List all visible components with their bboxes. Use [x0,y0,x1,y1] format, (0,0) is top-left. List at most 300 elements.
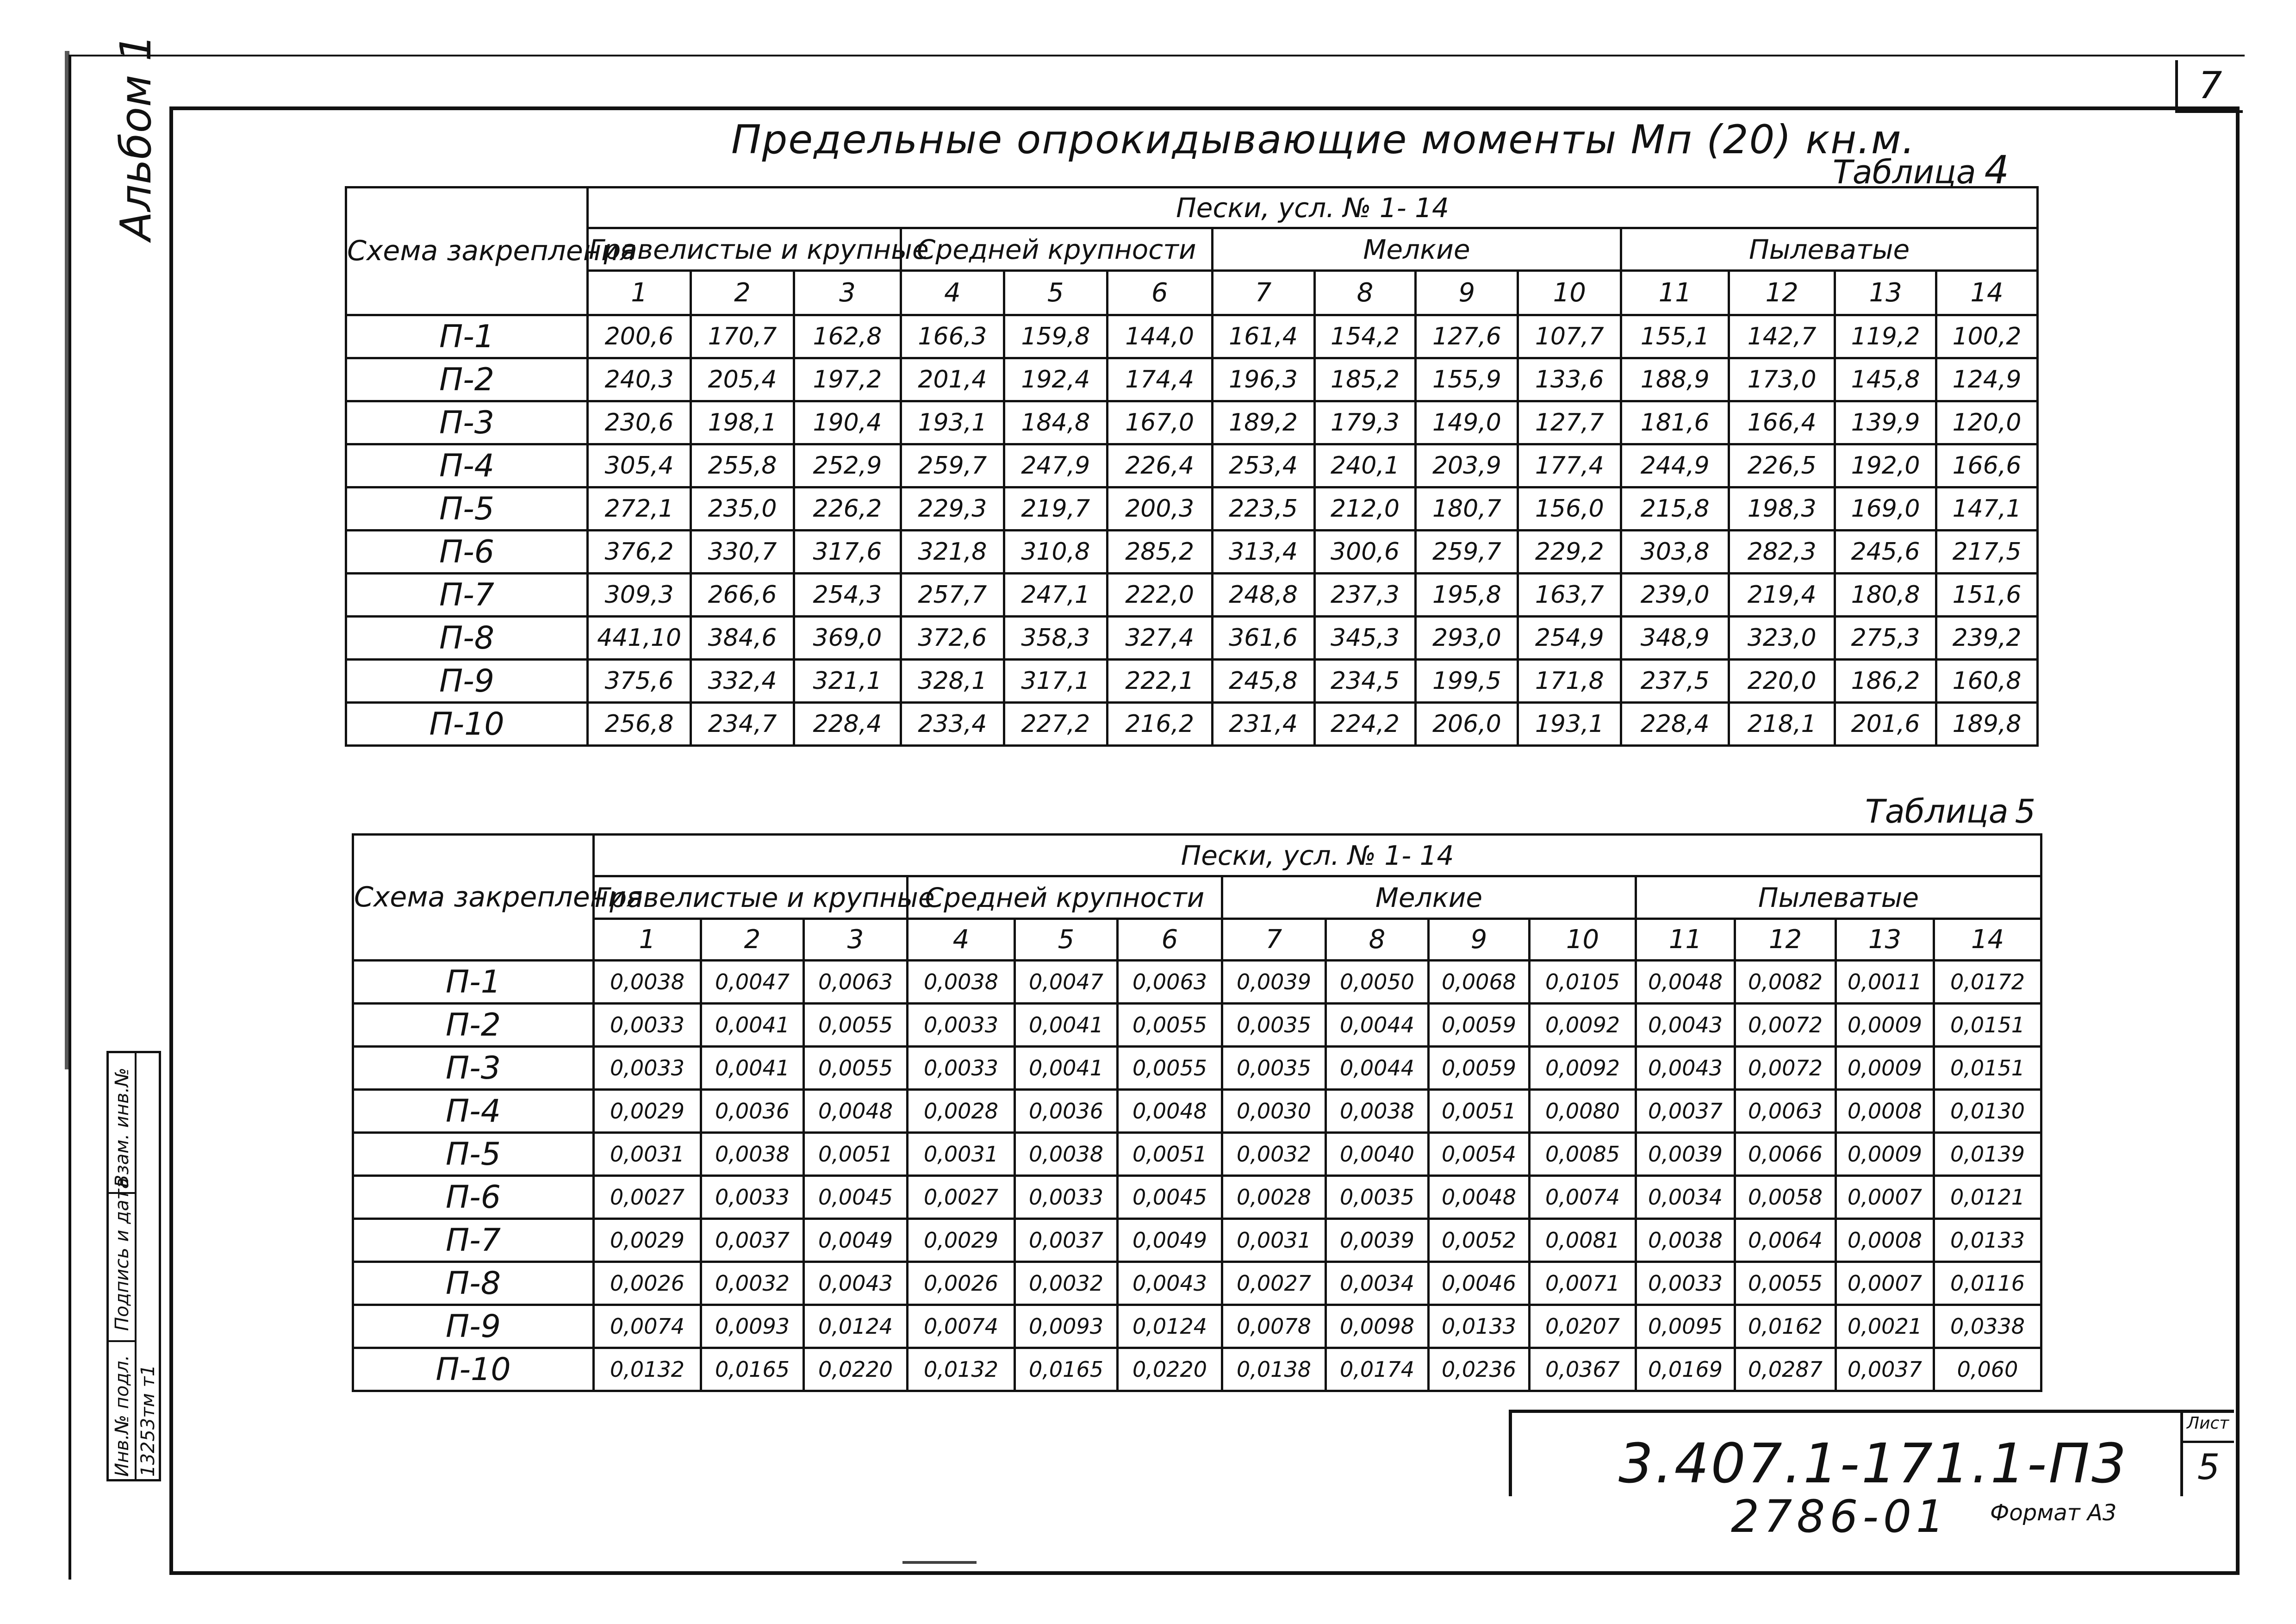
table4-column-number: 3 [794,271,901,315]
table4-cell: 253,4 [1212,444,1314,487]
table4-cell: 198,3 [1729,487,1835,531]
table4-cell: 361,6 [1212,617,1314,660]
table5-cell: 0,0139 [1934,1133,2041,1176]
table4-cell: 247,1 [1004,574,1107,617]
table4-cell: 127,6 [1416,315,1518,358]
table5-row-label: П-8 [353,1262,594,1305]
table5-cell: 0,0124 [804,1305,908,1348]
table5-cell: 0,0029 [594,1219,701,1262]
table4-cell: 323,0 [1729,617,1835,660]
table4-cell: 173,0 [1729,358,1835,401]
table5-cell: 0,0172 [1934,961,2041,1004]
table4-cell: 230,6 [588,401,691,444]
table5-cell: 0,0009 [1836,1133,1934,1176]
table5-cell: 0,0030 [1222,1090,1326,1133]
table5-column-number: 1 [594,919,701,961]
table5-cell: 0,0055 [1118,1004,1222,1047]
table5-cell: 0,0165 [1015,1348,1118,1391]
table-row [346,660,2038,703]
table-row [346,487,2038,531]
table-row [346,444,2038,487]
table5-group-header: Мелкие [1222,876,1636,919]
table5-cell: 0,0287 [1735,1348,1836,1391]
table5-cell: 0,0027 [1222,1262,1326,1305]
table5-cell: 0,0041 [1015,1004,1118,1047]
table4-cell: 190,4 [794,401,901,444]
table4-column-number: 8 [1314,271,1416,315]
table4-cell: 328,1 [901,660,1004,703]
table5-cell: 0,0059 [1429,1047,1530,1090]
table5-cell: 0,0085 [1530,1133,1636,1176]
table5-column-number: 7 [1222,919,1326,961]
table4-cell: 376,2 [588,531,691,574]
table5-cell: 0,0028 [1222,1176,1326,1219]
album-label: Альбом 1 [111,34,161,241]
table4-cell: 200,6 [588,315,691,358]
table4-row-label: П-3 [346,401,588,444]
table4-cell: 255,8 [691,444,794,487]
table4-cell: 321,8 [901,531,1004,574]
table5-cell: 0,0033 [1636,1262,1735,1305]
table4-cell: 233,4 [901,703,1004,746]
table4-cell: 179,3 [1314,401,1416,444]
table5-cell: 0,0074 [1530,1176,1636,1219]
table5-cell: 0,0063 [1735,1090,1836,1133]
table4-cell: 151,6 [1936,574,2038,617]
table5-cell: 0,0038 [908,961,1015,1004]
table5-cell: 0,0116 [1934,1262,2041,1305]
table5-cell: 0,0043 [1636,1047,1735,1090]
table4-cell: 174,4 [1107,358,1212,401]
table4-column-number: 7 [1212,271,1314,315]
table5-cell: 0,0037 [1636,1090,1735,1133]
table5-cell: 0,0071 [1530,1262,1636,1305]
page-number-text: 7 [2198,63,2222,107]
table4-cell: 169,0 [1835,487,1936,531]
table5-cell: 0,0043 [1118,1262,1222,1305]
table5-cell: 0,0036 [1015,1090,1118,1133]
table4-cell: 199,5 [1416,660,1518,703]
table5-cell: 0,0007 [1836,1176,1934,1219]
table5-caption [1865,793,2035,831]
table5-column-number: 11 [1636,919,1735,961]
table5 [352,833,2042,1392]
table5-cell: 0,0037 [701,1219,804,1262]
table5-cell: 0,0049 [1118,1219,1222,1262]
table5-cell: 0,0059 [1429,1004,1530,1047]
inventory-number: 2786-01 [1731,1491,1949,1543]
table5-cell: 0,0036 [701,1090,804,1133]
table4-group-header: Гравелистые и крупные [588,228,901,271]
table5-cell: 0,0133 [1934,1219,2041,1262]
table4-cell: 234,7 [691,703,794,746]
table5-column-number: 3 [804,919,908,961]
table4-cell: 239,0 [1621,574,1729,617]
table5-cell: 0,0048 [1118,1090,1222,1133]
table4-cell: 256,8 [588,703,691,746]
table4-column-number: 13 [1835,271,1936,315]
table4-group-header: Пылеватые [1621,228,2038,271]
table4-cell: 254,9 [1518,617,1621,660]
table5-cell: 0,0045 [804,1176,908,1219]
table4-cell: 171,8 [1518,660,1621,703]
table5-cell: 0,0081 [1530,1219,1636,1262]
table5-cell: 0,0063 [804,961,908,1004]
table4-cell: 275,3 [1835,617,1936,660]
table4-cell: 345,3 [1314,617,1416,660]
table4-cell: 266,6 [691,574,794,617]
table5-cell: 0,0037 [1836,1348,1934,1391]
table-row [346,617,2038,660]
table4-group-header: Средней крупности [901,228,1212,271]
table4-row-label: П-1 [346,315,588,358]
table4-cell: 247,9 [1004,444,1107,487]
table4-cell: 332,4 [691,660,794,703]
table5-cell: 0,0035 [1326,1176,1429,1219]
table4-cell: 200,3 [1107,487,1212,531]
table5-column-number: 14 [1934,919,2041,961]
table4-row-label: П-6 [346,531,588,574]
side-stamp-label-signature: Подпись и дата [112,1177,133,1331]
table5-cell: 0,0072 [1735,1004,1836,1047]
table4-cell: 107,7 [1518,315,1621,358]
table5-cell: 0,0207 [1530,1305,1636,1348]
table4-cell: 142,7 [1729,315,1835,358]
table4-cell: 206,0 [1416,703,1518,746]
table5-cell: 0,0009 [1836,1047,1934,1090]
scan-edge-mark [65,51,69,1069]
table5-cell: 0,0093 [701,1305,804,1348]
table5-cell: 0,0033 [908,1004,1015,1047]
table5-cell: 0,0007 [1836,1262,1934,1305]
table5-cell: 0,0092 [1530,1004,1636,1047]
table-row [353,1219,2041,1262]
table4-cell: 181,6 [1621,401,1729,444]
table4-cell: 226,2 [794,487,901,531]
table5-row-label: П-1 [353,961,594,1004]
table5-cell: 0,0044 [1326,1047,1429,1090]
title-block [1509,1410,2234,1496]
table5-cell: 0,0138 [1222,1348,1326,1391]
table4-cell: 159,8 [1004,315,1107,358]
table4-row-label: П-9 [346,660,588,703]
table5-cell: 0,0074 [908,1305,1015,1348]
table5-cell: 0,0032 [1222,1133,1326,1176]
table5-row-label: П-5 [353,1133,594,1176]
table4-row-label: П-8 [346,617,588,660]
table4-cell: 282,3 [1729,531,1835,574]
table5-cell: 0,0011 [1836,961,1934,1004]
table-row [346,401,2038,444]
table5-cell: 0,0098 [1326,1305,1429,1348]
table4-cell: 163,7 [1518,574,1621,617]
side-stamp-divider [109,1340,135,1342]
table5-column-number: 2 [701,919,804,961]
table5-cell: 0,0064 [1735,1219,1836,1262]
table4-row-label: П-4 [346,444,588,487]
table4-cell: 317,6 [794,531,901,574]
table5-cell: 0,0044 [1326,1004,1429,1047]
table4-cell: 193,1 [901,401,1004,444]
table5-cell: 0,0043 [804,1262,908,1305]
table5-group-header: Средней крупности [908,876,1222,919]
table5-cell: 0,0220 [804,1348,908,1391]
table-row [353,1262,2041,1305]
table4-cell: 227,2 [1004,703,1107,746]
table5-row-label: П-6 [353,1176,594,1219]
table4-cell: 372,6 [901,617,1004,660]
table4-cell: 240,3 [588,358,691,401]
side-stamp-label-replace: Взам. инв.№ [112,1068,133,1187]
table4-cell: 124,9 [1936,358,2038,401]
table4-cell: 229,2 [1518,531,1621,574]
table-row [346,315,2038,358]
table5-cell: 0,0041 [1015,1047,1118,1090]
table5-cell: 0,0021 [1836,1305,1934,1348]
table5-column-number: 8 [1326,919,1429,961]
table5-cell: 0,0151 [1934,1047,2041,1090]
table4-cell: 195,8 [1416,574,1518,617]
table4-cell: 384,6 [691,617,794,660]
table4-cell: 155,9 [1416,358,1518,401]
table4-cell: 321,1 [794,660,901,703]
table5-cell: 0,0048 [804,1090,908,1133]
table4-cell: 205,4 [691,358,794,401]
table5-cell: 0,0174 [1326,1348,1429,1391]
table4-cell: 155,1 [1621,315,1729,358]
table4-cell: 100,2 [1936,315,2038,358]
table4-cell: 245,8 [1212,660,1314,703]
table5-group-header: Гравелистые и крупные [594,876,908,919]
table4-cell: 239,2 [1936,617,2038,660]
table-row [346,358,2038,401]
table5-cell: 0,0038 [1326,1090,1429,1133]
table4-scheme-header: Схема закрепления [346,187,588,315]
table5-cell: 0,0121 [1934,1176,2041,1219]
table4-cell: 259,7 [901,444,1004,487]
table5-row-label: П-9 [353,1305,594,1348]
table5-row-label: П-3 [353,1047,594,1090]
table-row [353,1047,2041,1090]
table5-cell: 0,0045 [1118,1176,1222,1219]
table4-column-number: 1 [588,271,691,315]
table5-cell: 0,0051 [1118,1133,1222,1176]
table-row [353,961,2041,1004]
table-row [353,1090,2041,1133]
table4-cell: 218,1 [1729,703,1835,746]
table-row [353,1348,2041,1391]
table5-row-label: П-2 [353,1004,594,1047]
table4-cell: 317,1 [1004,660,1107,703]
table4-cell: 201,6 [1835,703,1936,746]
table4-cell: 259,7 [1416,531,1518,574]
table5-cell: 0,0220 [1118,1348,1222,1391]
table4-cell: 327,4 [1107,617,1212,660]
table5-cell: 0,0055 [804,1004,908,1047]
table5-cell: 0,0093 [1015,1305,1118,1348]
table-row [346,703,2038,746]
table-row [353,1176,2041,1219]
table5-column-number: 5 [1015,919,1118,961]
table5-cell: 0,0037 [1015,1219,1118,1262]
table5-cell: 0,0105 [1530,961,1636,1004]
table5-cell: 0,0054 [1429,1133,1530,1176]
table5-cell: 0,0055 [1735,1262,1836,1305]
table5-cell: 0,0130 [1934,1090,2041,1133]
table5-cell: 0,0041 [701,1047,804,1090]
table5-cell: 0,0047 [701,961,804,1004]
table5-cell: 0,0066 [1735,1133,1836,1176]
table5-cell: 0,0033 [1015,1176,1118,1219]
table4-cell: 309,3 [588,574,691,617]
table4-cell: 166,3 [901,315,1004,358]
table5-cell: 0,0048 [1429,1176,1530,1219]
table5-cell: 0,0095 [1636,1305,1735,1348]
table5-row-label: П-10 [353,1348,594,1391]
table5-sands-header: Пески, усл. № 1- 14 [594,835,2041,876]
table5-cell: 0,0055 [804,1047,908,1090]
table5-cell: 0,0008 [1836,1219,1934,1262]
table4-column-number: 10 [1518,271,1621,315]
table4-cell: 198,1 [691,401,794,444]
table4-cell: 197,2 [794,358,901,401]
table5-column-number: 13 [1836,919,1934,961]
table4-cell: 147,1 [1936,487,2038,531]
table5-cell: 0,0032 [701,1262,804,1305]
table4-cell: 196,3 [1212,358,1314,401]
table5-cell: 0,0029 [908,1219,1015,1262]
table5-caption-number: 5 [2015,793,2036,831]
table5-cell: 0,0033 [594,1004,701,1047]
table4-cell: 177,4 [1518,444,1621,487]
table4-cell: 252,9 [794,444,901,487]
table4-cell: 212,0 [1314,487,1416,531]
table5-cell: 0,0034 [1326,1262,1429,1305]
table4-cell: 293,0 [1416,617,1518,660]
table5-cell: 0,0074 [594,1305,701,1348]
table4-cell: 441,10 [588,617,691,660]
sheet-divider [2183,1441,2234,1443]
table5-cell: 0,0027 [594,1176,701,1219]
table5-cell: 0,0033 [908,1047,1015,1090]
table5-cell: 0,0050 [1326,961,1429,1004]
table-row [346,574,2038,617]
table5-group-header: Пылеватые [1636,876,2041,919]
table4-cell: 313,4 [1212,531,1314,574]
table4-cell: 120,0 [1936,401,2038,444]
table5-cell: 0,0236 [1429,1348,1530,1391]
table5-cell: 0,060 [1934,1348,2041,1391]
table4-cell: 375,6 [588,660,691,703]
table4-cell: 254,3 [794,574,901,617]
table5-cell: 0,0049 [804,1219,908,1262]
table4-cell: 188,9 [1621,358,1729,401]
table4-cell: 228,4 [794,703,901,746]
table5-cell: 0,0051 [804,1133,908,1176]
table4-cell: 127,7 [1518,401,1621,444]
table5-cell: 0,0026 [594,1262,701,1305]
table5-column-number: 9 [1429,919,1530,961]
table5-cell: 0,0033 [701,1176,804,1219]
table4-group-header: Мелкие [1212,228,1621,271]
table-row [353,1305,2041,1348]
table4-cell: 166,6 [1936,444,2038,487]
table4-cell: 231,4 [1212,703,1314,746]
table4-cell: 222,1 [1107,660,1212,703]
table5-column-number: 4 [908,919,1015,961]
table5-cell: 0,0132 [908,1348,1015,1391]
table5-cell: 0,0165 [701,1348,804,1391]
table5-caption-text: Таблица [1865,793,2009,831]
table4-cell: 248,8 [1212,574,1314,617]
table5-cell: 0,0035 [1222,1047,1326,1090]
table4-cell: 185,2 [1314,358,1416,401]
table4-cell: 224,2 [1314,703,1416,746]
table4-cell: 162,8 [794,315,901,358]
table5-cell: 0,0058 [1735,1176,1836,1219]
table4-cell: 215,8 [1621,487,1729,531]
table5-cell: 0,0039 [1222,961,1326,1004]
table4-cell: 222,0 [1107,574,1212,617]
table5-cell: 0,0027 [908,1176,1015,1219]
table4-cell: 139,9 [1835,401,1936,444]
table4-cell: 180,8 [1835,574,1936,617]
table4-column-number: 6 [1107,271,1212,315]
table5-cell: 0,0078 [1222,1305,1326,1348]
table4-row-label: П-2 [346,358,588,401]
table4-cell: 369,0 [794,617,901,660]
table4-cell: 192,0 [1835,444,1936,487]
page-title: Предельные опрокидывающие моменты Мп (20) кн.м. [731,117,1916,163]
table4-cell: 166,4 [1729,401,1835,444]
side-stamp-label-inv: Инв.№ подл. [112,1355,133,1477]
table4-cell: 219,7 [1004,487,1107,531]
side-stamp-inventory-value: 13253тм т1 [137,1364,159,1477]
side-stamp [106,1051,161,1481]
table5-cell: 0,0055 [1118,1047,1222,1090]
table4-cell: 303,8 [1621,531,1729,574]
table-row [353,1133,2041,1176]
table4-column-number: 2 [691,271,794,315]
table5-cell: 0,0046 [1429,1262,1530,1305]
table4-cell: 228,4 [1621,703,1729,746]
table5-cell: 0,0132 [594,1348,701,1391]
table5-cell: 0,0047 [1015,961,1118,1004]
table4-cell: 189,2 [1212,401,1314,444]
table5-cell: 0,0031 [908,1133,1015,1176]
table5-cell: 0,0008 [1836,1090,1934,1133]
table-row [353,1004,2041,1047]
table4-cell: 244,9 [1621,444,1729,487]
table5-cell: 0,0367 [1530,1348,1636,1391]
table5-cell: 0,0038 [701,1133,804,1176]
sheet-number: 5 [2197,1446,2220,1487]
table5-cell: 0,0033 [594,1047,701,1090]
table5-cell: 0,0038 [594,961,701,1004]
table5-cell: 0,0009 [1836,1004,1934,1047]
table4-cell: 160,8 [1936,660,2038,703]
table4-cell: 149,0 [1416,401,1518,444]
table5-cell: 0,0133 [1429,1305,1530,1348]
table5-cell: 0,0048 [1636,961,1735,1004]
table4-cell: 272,1 [588,487,691,531]
table4 [345,186,2039,747]
table4-cell: 170,7 [691,315,794,358]
sheet-box [2180,1413,2234,1496]
table5-column-number: 12 [1735,919,1836,961]
table4-cell: 300,6 [1314,531,1416,574]
table4-column-number: 4 [901,271,1004,315]
